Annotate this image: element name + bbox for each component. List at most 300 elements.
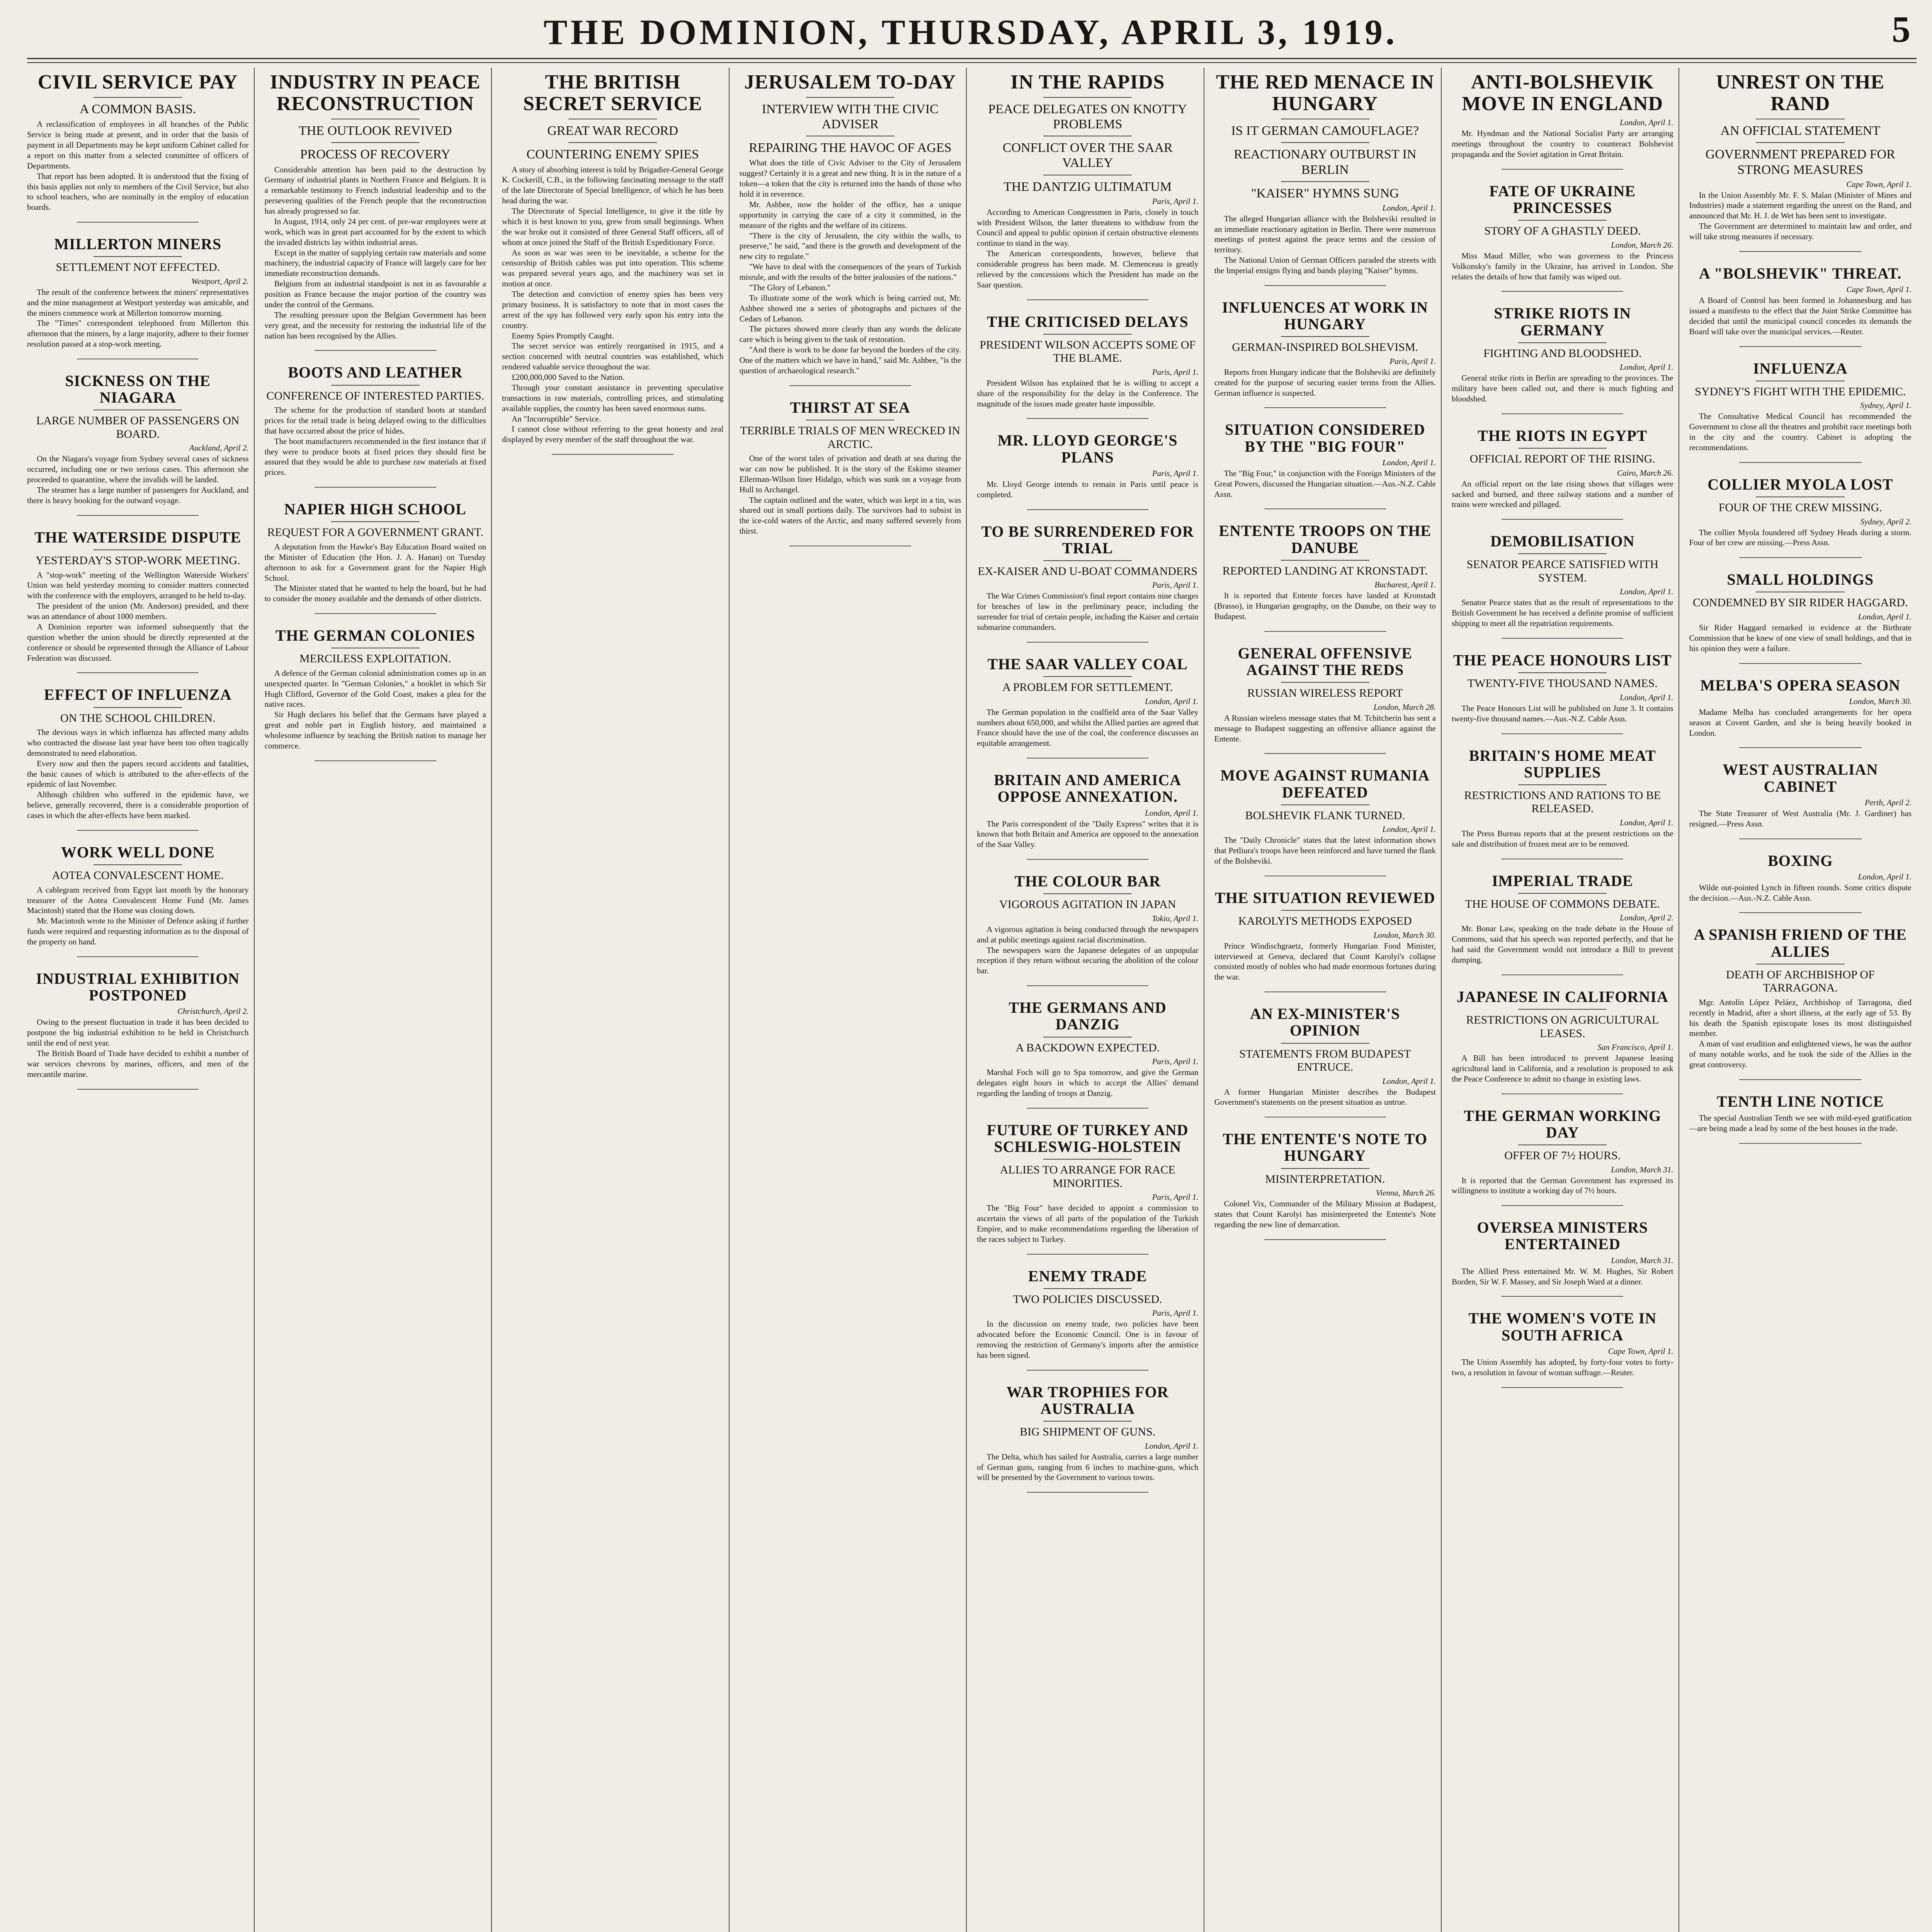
article-paragraph: Colonel Vix, Commander of the Military Mission at Budapest, states that Count Karolyi has misinterpreted the Entente's Note regarding the new line of demarcation.	[1214, 1199, 1436, 1229]
article-paragraph: The "Big Four," in conjunction with the Foreign Ministers of the Great Powers, discussed the Hungarian situation.—Aus.-N.Z. Cable Assn.	[1214, 468, 1436, 499]
article-paragraph: The secret service was entirely reorganised in 1915, and a section concerned with neutral countries was established, which rendered valuable service throughout the war.	[502, 341, 724, 372]
article-headline: THE GERMAN WORKING DAY	[1464, 1107, 1662, 1141]
headline-divider	[1043, 1421, 1132, 1422]
article-headline: THE GERMAN COLONIES	[275, 627, 475, 645]
news-article	[977, 71, 1199, 300]
article-paragraph: The National Union of German Officers paraded the streets with the Imperial ensigns flying and bands playing "Kaiser" hymns.	[1214, 255, 1436, 276]
article-paragraph: A "stop-work" meeting of the Wellington Waterside Workers' Union was held yesterday morning to consider matters connected with the conference with the employers, arranged to be held to-day.	[27, 570, 249, 600]
article-paragraph: The steamer has a large number of passengers for Auckland, and there is heavy booking for the outward voyage.	[27, 485, 249, 505]
news-article	[1214, 522, 1436, 632]
article-headline: CIVIL SERVICE PAY	[37, 71, 238, 93]
article-paragraph: I cannot close without referring to the great honesty and zeal displayed by every member of the staff throughout the war.	[502, 424, 724, 444]
article-headline: THE ENTENTE'S NOTE TO HUNGARY	[1223, 1130, 1428, 1165]
news-article	[1452, 71, 1673, 170]
headline-divider	[1043, 1288, 1132, 1289]
article-dateline: London, April 1.	[1620, 587, 1673, 597]
article-subheading: OFFICIAL REPORT OF THE RISING.	[1469, 452, 1655, 466]
news-article	[977, 313, 1199, 419]
article-end-rule	[1502, 733, 1623, 734]
article-paragraph: The Government are determined to maintain law and order, and will take strong measures if necessary.	[1689, 221, 1912, 242]
article-paragraph: According to American Congressmen in Paris, closely in touch with President Wilson, the latter threatens to withdraw from the Council and appeal to public opinion if certain obstructive elements continue to stand in the way.	[977, 207, 1199, 248]
article-headline: THE WOMEN'S VOTE IN SOUTH AFRICA	[1468, 1310, 1657, 1344]
article-dateline: San Francisco, April 1.	[1597, 1043, 1673, 1052]
article-subheading: AOTEA CONVALESCENT HOME.	[52, 869, 224, 882]
article-subheading: GERMAN-INSPIRED BOLSHEVISM.	[1232, 341, 1418, 354]
news-article	[977, 873, 1199, 986]
article-paragraph: The Directorate of Special Intelligence, to give it the title by which it is best known to you, grew from small beginnings. When the war broke out it consisted of three General Staff officers, all of whom at once joined the Staff of the British Expeditionary Force.	[502, 206, 724, 247]
headline-divider	[331, 142, 420, 143]
article-paragraph: A deputation from the Hawke's Bay Education Board waited on the Minister of Education (the Hon. J. A. Hanan) on Tuesday afternoon to ask for a Government grant for the Napier High School.	[264, 542, 486, 583]
article-end-rule	[315, 760, 436, 761]
article-paragraph: Although children who suffered in the epidemic have, we believe, generally recovered, there is a considerable proportion of cases in which the after-effects have been marked.	[27, 790, 249, 820]
article-dateline: London, March 31.	[1611, 1255, 1673, 1265]
article-end-rule	[1027, 642, 1148, 643]
news-article	[1689, 571, 1912, 663]
article-paragraph: A reclassification of employees in all branches of the Public Service is being made at present, and in order that the basis of payment in all Departments may be kept uniform Cabinet called for a report on this matter from a selected committee of officers of Departments.	[27, 119, 249, 170]
headline-divider	[1043, 1159, 1132, 1160]
article-paragraph: It is reported that the German Government has expressed its willingness to institute a working day of 7½ hours.	[1452, 1175, 1673, 1196]
article-paragraph: Belgium from an industrial standpoint is not in as favourable a position as France because the major portion of the country was under the control of the Germans.	[264, 279, 486, 309]
headline-divider	[1281, 682, 1369, 683]
article-end-rule	[1264, 285, 1386, 286]
article-end-rule	[1027, 418, 1148, 419]
article-headline: THE WATERSIDE DISPUTE	[34, 528, 242, 546]
article-dateline: Sydney, April 2.	[1860, 517, 1912, 526]
masthead-rule	[27, 58, 1917, 63]
headline-divider	[1518, 448, 1607, 449]
article-dateline: London, March 30.	[1849, 696, 1912, 706]
article-end-rule	[1027, 1492, 1148, 1493]
newspaper-page	[27, 68, 1917, 1932]
article-end-rule	[315, 613, 436, 614]
news-article	[1452, 427, 1673, 520]
article-paragraph: A Bill has been introduced to prevent Japanese leasing agricultural land in California, and a resolution is proposed to ask the Peace Conference to admit no change in existing laws.	[1452, 1053, 1673, 1083]
article-paragraph: A former Hungarian Minister describes the Budapest Government's statements on the present situation as untrue.	[1214, 1087, 1436, 1107]
article-subheading: RESTRICTIONS ON AGRICULTURAL LEASES.	[1466, 1014, 1659, 1040]
news-article	[27, 686, 249, 831]
article-headline: TENTH LINE NOTICE	[1716, 1092, 1884, 1110]
news-column	[740, 68, 967, 1932]
article-headline: DEMOBILISATION	[1490, 532, 1635, 550]
article-dateline: Cape Town, April 1.	[1846, 285, 1912, 294]
article-subheading: TWO POLICIES DISCUSSED.	[1013, 1293, 1162, 1306]
article-paragraph: "There is the city of Jerusalem, the city within the walls, to preserve," he said, "and there is the growth and development of the new city to regulate."	[739, 231, 961, 261]
article-headline: FATE OF UKRAINE PRINCESSES	[1489, 182, 1636, 217]
news-column	[27, 68, 255, 1932]
article-headline: A SPANISH FRIEND OF THE ALLIES	[1694, 926, 1907, 960]
headline-divider	[94, 864, 182, 865]
article-end-rule	[77, 956, 199, 957]
news-article	[1452, 1310, 1673, 1388]
article-end-rule	[77, 515, 199, 516]
article-subheading: PRESIDENT WILSON ACCEPTS SOME OF THE BLAME.	[980, 338, 1196, 365]
news-article	[1689, 360, 1912, 463]
news-article	[1452, 183, 1673, 292]
article-paragraph: Owing to the present fluctuation in trade it has been decided to postpone the big industrial exhibition to be held in Christchurch until the end of next year.	[27, 1017, 249, 1048]
news-article	[977, 1268, 1199, 1371]
article-paragraph: A story of absorbing interest is told by Brigadier-General George K. Cockerill, C.B., in the following fascinating message to the staff of the late Directorate of Special Intelligence, of which he has been head during the war.	[502, 165, 724, 206]
headline-divider	[1518, 893, 1607, 894]
article-paragraph: Mr. Hyndman and the National Socialist Party are arranging meetings throughout the country to counteract Bolshevist propaganda and the Soviet agitation in Great Britain.	[1452, 129, 1673, 159]
article-headline: THE SAAR VALLEY COAL	[987, 655, 1188, 673]
article-subheading: LARGE NUMBER OF PASSENGERS ON BOARD.	[36, 414, 240, 440]
article-dateline: Paris, April 1.	[1152, 1308, 1199, 1318]
news-article	[1689, 1093, 1912, 1144]
article-dateline: London, April 1.	[1382, 1076, 1436, 1086]
article-headline: JAPANESE IN CALIFORNIA	[1456, 988, 1668, 1005]
headline-divider	[806, 97, 895, 98]
headline-divider	[1043, 676, 1132, 677]
article-end-rule	[1027, 758, 1148, 759]
article-paragraph: It is reported that Entente forces have landed at Kronstadt (Brasso), in Hungarian geography, on the Danube, on their way to Budapest.	[1214, 591, 1436, 621]
article-paragraph: The "Times" correspondent telephoned from Millerton this afternoon that the miners, by a large majority, adhere to their former resolution passed at a stop-work meeting.	[27, 318, 249, 349]
article-paragraph: The Minister stated that he wanted to help the board, but he had to consider the money available and the demands of other districts.	[264, 583, 486, 604]
article-end-rule	[315, 487, 436, 488]
news-column	[1689, 68, 1917, 1932]
article-end-rule	[77, 830, 199, 831]
article-dateline: London, April 1.	[1145, 1441, 1199, 1451]
news-article	[740, 399, 961, 546]
news-article	[1452, 1107, 1673, 1206]
article-paragraph: The resulting pressure upon the Belgian Government has been very great, and the necessity for restoring the industrial life of the nation has been recognised by the Allies.	[264, 310, 486, 340]
news-column	[502, 68, 730, 1932]
article-subheading: SYDNEY'S FIGHT WITH THE EPIDEMIC.	[1695, 385, 1906, 398]
headline-divider	[94, 97, 182, 98]
article-headline: INFLUENZA	[1753, 359, 1848, 377]
article-headline: OVERSEA MINISTERS ENTERTAINED	[1477, 1219, 1648, 1253]
article-dateline: London, April 1.	[1620, 362, 1673, 372]
article-paragraph: Reports from Hungary indicate that the Bolsheviki are definitely created for the purpose of securing easier terms from the Allies. German influence is suspected.	[1214, 367, 1436, 398]
article-end-rule	[1739, 747, 1862, 748]
article-headline: ENTENTE TROOPS ON THE DANUBE	[1219, 522, 1432, 556]
article-dateline: Paris, April 1.	[1152, 196, 1199, 206]
article-headline: MELBA'S OPERA SEASON	[1700, 676, 1901, 694]
article-subheading: BIG SHIPMENT OF GUNS.	[1020, 1425, 1156, 1439]
article-end-rule	[1027, 1108, 1148, 1109]
article-headline: IMPERIAL TRADE	[1492, 872, 1633, 889]
article-paragraph: The collier Myola foundered off Sydney Heads during a storm. Four of her crew are missing.—Press Assn.	[1689, 527, 1912, 548]
news-article	[1214, 767, 1436, 876]
article-paragraph: The Paris correspondent of the "Daily Express" writes that it is known that both Britain and America are opposed to the annexation of the Saar Valley.	[977, 819, 1199, 849]
article-paragraph: To illustrate some of the work which is being carried out, Mr. Ashbee showed me a series of photographs and pictures of the Cedars of Lebanon.	[739, 293, 961, 323]
article-end-rule	[1264, 631, 1386, 632]
article-subheading: THE DANTZIG ULTIMATUM	[1003, 179, 1172, 194]
article-end-rule	[1264, 753, 1386, 754]
headline-divider	[1518, 1009, 1607, 1010]
article-subheading: YESTERDAY'S STOP-WORK MEETING.	[35, 554, 240, 567]
article-dateline: Cairo, March 26.	[1617, 468, 1673, 478]
article-paragraph: The War Crimes Commission's final report contains nine charges for breaches of law in the preliminary peace, including the surrender for trial of certain people, including the Kaiser and certain submarine commanders.	[977, 591, 1199, 632]
article-paragraph: The president of the union (Mr. Anderson) presided, and there was an attendance of about 1000 members.	[27, 601, 249, 621]
article-paragraph: The pictures showed more clearly than any words the delicate care which is being given to the task of restoration.	[739, 324, 961, 344]
article-paragraph: The captain outlined and the water, which was kept in a tin, was shared out in small portions daily. The survivors had to subsist in the ice-cold waters of the Arctic, and many suffered severely from thirst.	[739, 495, 961, 536]
article-subheading: MERCILESS EXPLOITATION.	[299, 652, 451, 665]
headline-divider	[1518, 553, 1607, 554]
headline-divider	[1043, 334, 1132, 335]
article-paragraph: The result of the conference between the miners' representatives and the mine management at Westport yesterday was amicable, and the miners commence work at Millerton tomorrow morning.	[27, 287, 249, 318]
headline-divider	[1281, 560, 1369, 561]
headline-divider	[1518, 672, 1607, 673]
article-subheading: RESTRICTIONS AND RATIONS TO BE RELEASED.	[1464, 789, 1661, 815]
article-subheading: STATEMENTS FROM BUDAPEST ENTRUCE.	[1239, 1047, 1411, 1073]
news-article	[1689, 677, 1912, 748]
article-headline: MILLERTON MINERS	[54, 235, 222, 253]
article-headline: SITUATION CONSIDERED BY THE "BIG FOUR"	[1225, 421, 1425, 455]
article-end-rule	[1502, 519, 1623, 520]
article-headline: THE CRITICISED DELAYS	[986, 313, 1189, 330]
news-article	[27, 236, 249, 359]
article-paragraph: A defence of the German colonial administration comes up in an unexpected quarter. In "German Colonies," a booklet in which Sir Hugh Clifford, Governor of the Gold Coast, makes a plea for the native races.	[264, 668, 486, 709]
article-headline: UNREST ON THE RAND	[1716, 71, 1885, 115]
article-headline: SICKNESS ON THE NIAGARA	[65, 372, 211, 406]
article-paragraph: That report has been adopted. It is understood that the fixing of this basis applies not only to members of the Civil Service, but also to school teachers, who are nominally in the employ of education boards.	[27, 171, 249, 212]
headline-divider	[1043, 560, 1132, 561]
news-article	[27, 71, 249, 223]
article-paragraph: What does the title of Civic Adviser to the City of Jerusalem suggest? Certainly it is a great and new thing. It is in the nature of a token—a token that the city is returned into the hands of those who hold it in reverence.	[739, 158, 961, 199]
article-subheading: COUNTERING ENEMY SPIES	[526, 147, 699, 162]
article-end-rule	[789, 385, 911, 386]
article-dateline: London, March 26.	[1611, 240, 1673, 250]
article-subheading: TWENTY-FIVE THOUSAND NAMES.	[1467, 677, 1658, 690]
article-paragraph: In the Union Assembly Mr. F. S. Malan (Minister of Mines and Industries) made a statement regarding the unrest on the Rand, and announced that Mr. H. J. de Wet has been sent to investigate.	[1689, 190, 1912, 221]
news-article	[1214, 1131, 1436, 1240]
article-dateline: London, April 2.	[1620, 913, 1673, 923]
article-paragraph: Wilde out-pointed Lynch in fifteen rounds. Some critics dispute the decision.—Aus.-N.Z. Cable Assn.	[1689, 883, 1912, 903]
news-article	[265, 364, 486, 488]
article-paragraph: On the Niagara's voyage from Sydney several cases of sickness occurred, including one or two serious cases. This afternoon she proceeded to quarantine, where the invalids will be landed.	[27, 454, 249, 485]
article-dateline: Sydney, April 1.	[1860, 401, 1912, 410]
article-subheading: OFFER OF 7½ HOURS.	[1504, 1149, 1621, 1162]
article-headline: COLLIER MYOLA LOST	[1708, 475, 1893, 493]
article-paragraph: The Peace Honours List will be published on June 3. It contains twenty-five thousand names.—Aus.-N.Z. Cable Assn.	[1452, 703, 1673, 723]
headline-divider	[1518, 220, 1607, 221]
news-article	[1214, 299, 1436, 408]
headline-divider	[331, 385, 420, 386]
article-headline: NAPIER HIGH SCHOOL	[284, 500, 466, 518]
headline-divider	[568, 142, 657, 143]
article-paragraph: Through your constant assistance in preventing speculative transactions in raw materials, controlling prices, and stimulating available supplies, the country has been saved enormous sums.	[502, 383, 724, 413]
news-article	[977, 1384, 1199, 1493]
article-dateline: Auckland, April 2.	[189, 443, 249, 453]
article-headline: THE SITUATION REVIEWED	[1215, 889, 1435, 906]
article-headline: THIRST AT SEA	[790, 398, 910, 416]
article-end-rule	[1739, 912, 1862, 913]
article-paragraph: The boot manufacturers recommended in the first instance that if they were to produce boots at fixed prices they should first be assured that they would be able to purchase raw materials at fixed prices.	[264, 436, 486, 477]
article-paragraph: An official report on the late rising shows that villages were sacked and burned, and three railway stations and a number of trains were wrecked and pillaged.	[1452, 479, 1673, 509]
article-dateline: London, April 1.	[1382, 203, 1436, 213]
article-paragraph: A vigorous agitation is being conducted through the newspapers and at public meetings against racial discrimination.	[977, 924, 1199, 944]
news-article	[1452, 1219, 1673, 1297]
article-paragraph: One of the worst tales of privation and death at sea during the war can now be published. It is the story of the Eskimo steamer Ellerman-Wilson liner Hidalgo, which was sunk on a voyage from Hull to Archangel.	[739, 454, 961, 494]
article-paragraph: President Wilson has explained that he is willing to accept a share of the responsibility for the delay in the Conference. The magnitude of the issues made greater haste impossible.	[977, 378, 1199, 408]
article-dateline: Paris, April 1.	[1389, 356, 1436, 366]
article-subheading: GREAT WAR RECORD	[547, 124, 679, 138]
news-article	[1214, 1005, 1436, 1117]
article-paragraph: A man of vast erudition and enlightened views, he was the author of many notable works, and he took the side of the Allies in the great controversy.	[1689, 1039, 1912, 1070]
article-headline: EFFECT OF INFLUENZA	[44, 686, 232, 704]
article-dateline: Christchurch, April 2.	[177, 1007, 249, 1016]
article-subheading: CONFERENCE OF INTERESTED PARTIES.	[266, 389, 485, 402]
article-end-rule	[1502, 291, 1623, 292]
article-paragraph: "And there is work to be done far beyond the borders of the city. One of the matters which we have in hand," said Mr. Ashbee, "is the question of archaeological research."	[739, 345, 961, 375]
article-end-rule	[1027, 1370, 1148, 1371]
article-headline: INDUSTRIAL EXHIBITION POSTPONED	[36, 969, 240, 1004]
article-end-rule	[1502, 413, 1623, 414]
article-headline: BOOTS AND LEATHER	[288, 364, 463, 381]
article-subheading: RUSSIAN WIRELESS REPORT	[1247, 687, 1403, 700]
article-dateline: London, April 1.	[1145, 696, 1199, 706]
article-subheading: STORY OF A GHASTLY DEED.	[1484, 224, 1641, 238]
news-article	[1689, 476, 1912, 558]
article-paragraph: Sir Hugh declares his belief that the Germans have played a great and noble part in English history, and maintained a wholesome influence by teaching the British nation to manage her commerce.	[264, 710, 486, 750]
article-dateline: Paris, April 1.	[1152, 1192, 1199, 1202]
article-subheading: VIGOROUS AGITATION IN JAPAN	[999, 898, 1176, 911]
news-article	[740, 71, 961, 386]
article-paragraph: The German population in the coalfield area of the Saar Valley numbers about 650,000, and whilst the Allied parties are agreed that France should have the use of the coal, the conference discusses an equitable arrangement.	[977, 707, 1199, 748]
article-end-rule	[1502, 1387, 1623, 1388]
article-paragraph: Mr. Ashbee, now the holder of the office, has a unique opportunity in carrying the care of a city it committed, in the measure of the rights and the welfare of its citizens.	[739, 199, 961, 230]
article-dateline: London, April 1.	[1620, 818, 1673, 827]
article-dateline: Paris, April 1.	[1152, 580, 1199, 590]
headline-divider	[1043, 97, 1132, 98]
article-headline: FUTURE OF TURKEY AND SCHLESWIG-HOLSTEIN	[986, 1121, 1189, 1155]
article-paragraph: Senator Pearce states that as the result of representations to the British Government he has received a definite promise of sufficient shipping to meet all the repatriation requirements.	[1452, 598, 1673, 628]
news-column	[977, 68, 1204, 1932]
article-paragraph: The Consultative Medical Council has recommended the Government to close all the theatres and prohibit race meetings both in the city and the country. Cabinet is adopting the recommendations.	[1689, 412, 1912, 452]
article-dateline: Perth, April 2.	[1865, 798, 1912, 807]
article-subheading: SETTLEMENT NOT EFFECTED.	[56, 261, 220, 274]
article-paragraph: "The Glory of Lebanon."	[749, 282, 831, 292]
article-dateline: Tokio, April 1.	[1152, 913, 1199, 923]
article-end-rule	[1739, 462, 1862, 463]
news-column	[1452, 68, 1679, 1932]
article-end-rule	[1027, 299, 1148, 300]
article-headline: BOXING	[1768, 852, 1833, 869]
article-end-rule	[552, 454, 673, 455]
headline-divider	[331, 521, 420, 522]
masthead	[0, 0, 1932, 58]
article-dateline: Paris, April 1.	[1152, 1057, 1199, 1066]
article-headline: BRITAIN AND AMERICA OPPOSE ANNEXATION.	[994, 771, 1182, 806]
article-headline: IN THE RAPIDS	[1010, 71, 1165, 93]
article-headline: WORK WELL DONE	[61, 843, 215, 861]
article-headline: SMALL HOLDINGS	[1727, 571, 1874, 588]
article-end-rule	[1739, 557, 1862, 558]
article-subheading: SENATOR PEARCE SATISFIED WITH SYSTEM.	[1466, 558, 1658, 584]
article-end-rule	[1739, 346, 1862, 347]
article-subheading: THE HOUSE OF COMMONS DEBATE.	[1465, 897, 1660, 910]
headline-divider	[94, 549, 182, 550]
article-paragraph: As soon as war was seen to be inevitable, a scheme for the censorship of British cables was put into operation. This scheme was prepared several years ago, and the machinery was set in motion at once.	[502, 248, 724, 289]
article-paragraph: General strike riots in Berlin are spreading to the provinces. The military have been called out, and there is much fighting and bloodshed.	[1452, 373, 1673, 404]
news-article	[1452, 747, 1673, 859]
news-column	[265, 68, 492, 1932]
news-article	[1689, 761, 1912, 839]
news-article	[265, 627, 486, 761]
article-paragraph: Miss Maud Miller, who was governess to the Princess Volkonsky's family in the Ukraine, has arrived in London. She relates the details of how that family was wiped out.	[1452, 251, 1673, 281]
article-headline: INFLUENCES AT WORK IN HUNGARY	[1222, 298, 1428, 333]
article-paragraph: Every now and then the papers record accidents and fatalities, the basic causes of which is attributed to the after-effects of the epidemic of last November.	[27, 759, 249, 789]
article-subheading: REQUEST FOR A GOVERNMENT GRANT.	[267, 526, 483, 539]
news-article	[1214, 421, 1436, 509]
article-end-rule	[1739, 1079, 1862, 1080]
article-subheading: MISINTERPRETATION.	[1265, 1172, 1385, 1185]
news-article	[265, 71, 486, 351]
news-article	[1689, 852, 1912, 913]
news-article	[27, 970, 249, 1090]
article-paragraph: The Allied Press entertained Mr. W. M. Hughes, Sir Robert Borden, Sir W. F. Massey, and Sir Joseph Ward at a dinner.	[1452, 1266, 1673, 1286]
article-end-rule	[1739, 251, 1862, 252]
headline-divider	[1281, 804, 1369, 805]
article-end-rule	[1502, 1296, 1623, 1297]
article-paragraph: Considerable attention has been paid to the destruction by Germany of industrial plants in Northern France and Belgium. It is a remarkable testimony to French industrial leadership and to the persevering qualities of the French people that the reconstruction has already progressed so far.	[264, 165, 486, 216]
article-paragraph: Except in the matter of supplying certain raw materials and some machinery, the industrial capacity of France will largely care for her immediate reconstruction demands.	[264, 248, 486, 278]
article-subheading: A BACKDOWN EXPECTED.	[1015, 1041, 1160, 1054]
news-column	[1214, 68, 1442, 1932]
article-dateline: London, March 28.	[1373, 702, 1436, 712]
article-end-rule	[1502, 169, 1623, 170]
headline-divider	[1518, 342, 1607, 343]
article-subheading: "KAISER" HYMNS SUNG	[1251, 186, 1399, 201]
news-article	[1452, 872, 1673, 975]
article-headline: WAR TROPHIES FOR AUSTRALIA	[1006, 1383, 1169, 1417]
newspaper-masthead-title: THE DOMINION, THURSDAY, APRIL 3, 1919.	[544, 12, 1398, 52]
article-subheading: A PROBLEM FOR SETTLEMENT.	[1002, 681, 1173, 694]
news-article	[1452, 652, 1673, 734]
news-article	[977, 1122, 1199, 1255]
article-end-rule	[77, 222, 199, 223]
article-paragraph: The Press Bureau reports that at the present restrictions on the sale and distribution of frozen meat are to be removed.	[1452, 828, 1673, 849]
article-subheading: GOVERNMENT PREPARED FOR STRONG MEASURES	[1705, 147, 1895, 177]
article-paragraph: The British Board of Trade have decided to exhibit a number of war services chevrons by marines, officers, and men of the mercantile marine.	[27, 1048, 249, 1079]
news-article	[1689, 926, 1912, 1080]
article-headline: THE PEACE HONOURS LIST	[1453, 651, 1672, 669]
article-headline: THE RED MENACE IN HUNGARY	[1216, 71, 1434, 115]
article-subheading: CONFLICT OVER THE SAAR VALLEY	[1002, 141, 1173, 170]
article-subheading: KAROLYI'S METHODS EXPOSED	[1238, 915, 1412, 928]
article-headline: MOVE AGAINST RUMANIA DEFEATED	[1220, 767, 1430, 801]
article-subheading: DEATH OF ARCHBISHOP OF TARRAGONA.	[1726, 968, 1875, 995]
article-subheading: EX-KAISER AND U-BOAT COMMANDERS	[978, 565, 1198, 578]
article-end-rule	[1502, 1205, 1623, 1206]
article-paragraph: The American correspondents, however, believe that considerable progress has been made. M. Clemenceau is greatly relieved by the concessions which the President has made on the Saar question.	[977, 249, 1199, 289]
headline-divider	[1281, 336, 1369, 337]
article-end-rule	[77, 672, 199, 673]
article-paragraph: The Union Assembly has adopted, by forty-four votes to forty-two, a resolution in favour of woman suffrage.—Reuter.	[1452, 1357, 1673, 1377]
page-number: 5	[1892, 9, 1910, 50]
news-article	[977, 432, 1199, 510]
article-paragraph: The special Australian Tenth we see with mild-eyed gratification—are being made a lead by some of the best houses in the trade.	[1689, 1113, 1912, 1133]
headline-divider	[1281, 910, 1369, 911]
article-end-rule	[1264, 1239, 1386, 1240]
news-article	[502, 71, 724, 455]
article-dateline: Paris, April 1.	[1152, 367, 1199, 377]
article-paragraph: The newspapers warn the Japanese delegates of an unpopular reception if they return without securing the abolition of the colour bar.	[977, 945, 1199, 976]
article-subheading: A COMMON BASIS.	[80, 102, 196, 117]
article-paragraph: Prince Windischgraetz, formerly Hungarian Food Minister, interviewed at Geneva, declared that Count Karolyi's collapse consisted mostly of nobles who had made enormous fortunes during the war.	[1214, 941, 1436, 982]
article-paragraph: In August, 1914, only 24 per cent. of pre-war employees were at work, which was in great part accounted for by the extent to which the invaded districts lay within industrial areas.	[264, 216, 486, 247]
article-subheading: FIGHTING AND BLOODSHED.	[1483, 347, 1642, 360]
article-dateline: London, March 30.	[1373, 930, 1436, 940]
article-headline: THE RIOTS IN EGYPT	[1478, 427, 1648, 444]
article-end-rule	[1739, 1143, 1862, 1144]
article-subheading: ON THE SCHOOL CHILDREN.	[60, 711, 216, 724]
article-paragraph: Mr. Lloyd George intends to remain in Paris until peace is completed.	[977, 479, 1199, 499]
headline-divider	[1756, 142, 1845, 143]
article-subheading: THE OUTLOOK REVIVED	[298, 124, 452, 138]
article-paragraph: Enemy Spies Promptly Caught.	[512, 331, 614, 340]
article-paragraph: The "Big Four" have decided to appoint a commission to ascertain the views of all parts of the population of the Turkish Empire, and to make recommendations regarding the liberation of the races subject to Turkey.	[977, 1203, 1199, 1244]
